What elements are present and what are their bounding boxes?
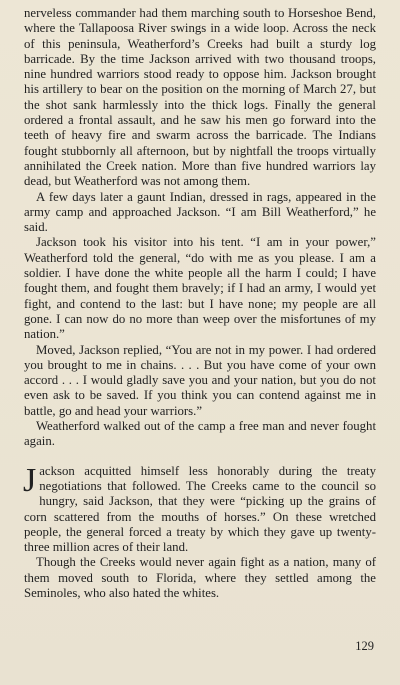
paragraph-5: Weatherford walked out of the camp a free man and never fought again. [24, 419, 376, 449]
section-break [24, 450, 376, 464]
paragraph-1: nerveless commander had them marching south to Horseshoe Bend, where the Tallapoosa River swings in a wide loop. Across the neck of this peninsula, Weatherford’s Creeks had built a sturdy log barricade. By the time Jackson arrived with two thousand troops, nine hundred warriors stood ready to oppose him. Jackson brought his artillery to bear on the position on the morning of March 27, but the shot sank harmlessly into the thick logs. Finally the general ordered a frontal assault, and he saw his men go forward into the teeth of heavy fire and swarm across the barricade. The Indians fought stubbornly all afternoon, but by nightfall the troops virtually annihilated the Creek nation. More than five hundred warriors lay dead, but Weatherford was not among them. [24, 6, 376, 189]
paragraph-3: Jackson took his visitor into his tent. “I am in your power,” Weatherford told the general, “do with me as you please. I am a soldier. I have done the white people all the harm I could; I have fought them, and fought them bravely; if I had an army, I would yet fight, and contend to the last: but I have none; my people are all gone. I can now do no more than weep over the misfortunes of my nation.” [24, 235, 376, 342]
paragraph-2: A few days later a gaunt Indian, dressed in rags, appeared in the army camp and approached Jackson. “I am Bill Weatherford,” he said. [24, 189, 376, 235]
paragraph-4: Moved, Jackson replied, “You are not in my power. I had ordered you brought to me in chains. . . . But you have come of your own accord . . . I would gladly save you and your nation, but you do not even ask to be saved. If you think you can contend against me in battle, go and head your warriors.” [24, 342, 376, 418]
section2-paragraph-1 [23, 461, 376, 556]
page-number: 129 [355, 639, 374, 653]
section2-paragraph-1-text: ackson acquitted himself less honorably during the treaty negotiations that followed. The Creeks came to the council so hungry, said Jackson, that they were “picking up the grains of corn scattered from the mouths of horses.” On these wretched people, the general forced a treaty by which they gave up twenty-three million acres of their land. [24, 463, 376, 555]
section2-paragraph-2: Though the Creeks would never again fight as a nation, many of them moved south to Florida, where they settled among the Seminoles, who also hated the whites. [24, 555, 376, 600]
drop-cap-letter: J [23, 461, 37, 499]
body-text [24, 6, 376, 601]
